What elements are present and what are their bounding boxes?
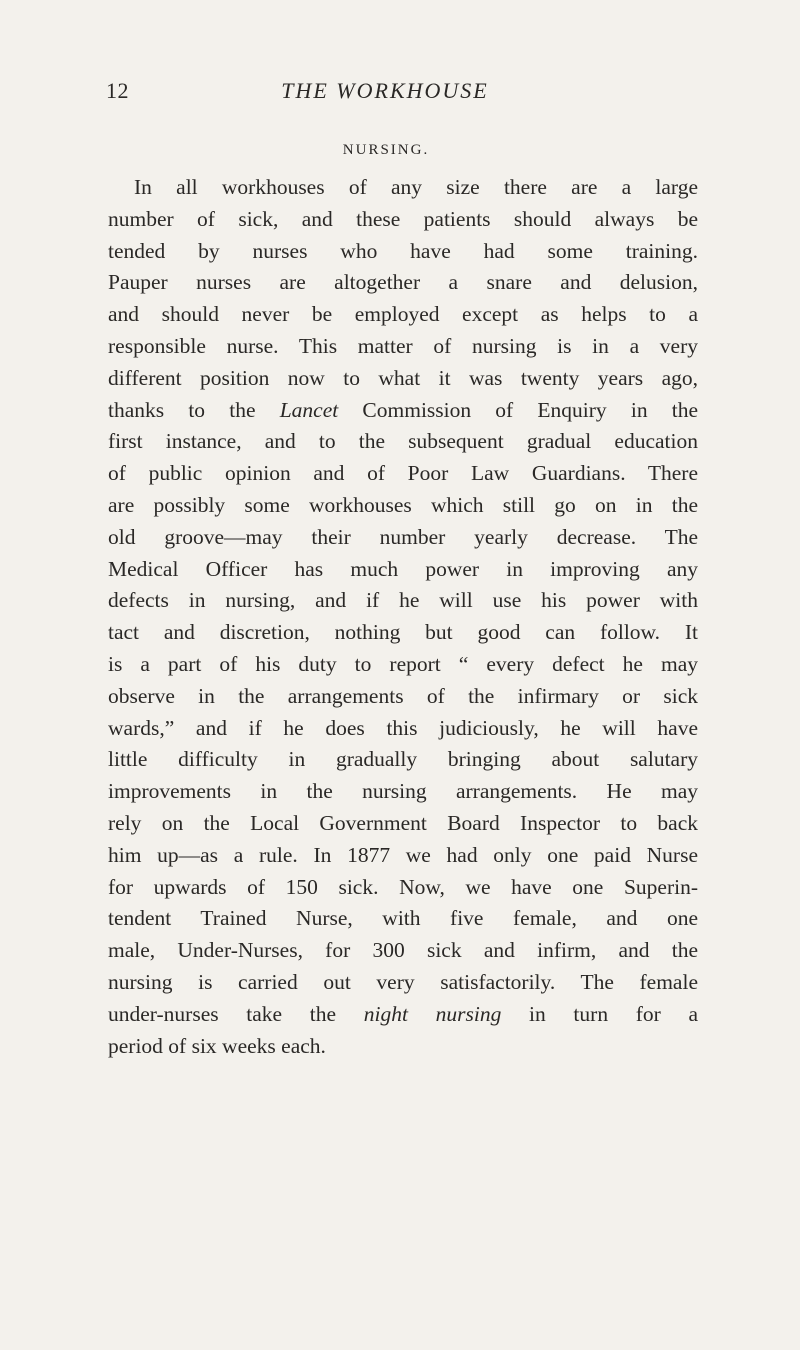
text-line: period of six weeks each.	[108, 1033, 326, 1058]
text-line: In all workhouses of any size there are a large	[134, 175, 698, 199]
section-heading: NURSING.	[342, 142, 430, 158]
page-number: 12	[106, 78, 129, 103]
text-line: number of sick, and these patients should always be	[108, 206, 698, 231]
text-line: and should never be employed except as helps to a	[108, 302, 698, 327]
text-line: nursing is carried out very satisfactorily. The female	[108, 969, 698, 994]
text-run: under-nurses take the	[108, 1001, 337, 1026]
text-line: old groove—may their number yearly decrease. The	[108, 524, 698, 549]
text-line: improvements in the nursing arrangements. He may	[108, 779, 698, 804]
text-line	[108, 395, 698, 427]
text-line: are possibly some workhouses which still go on in the	[108, 492, 698, 517]
text-line: responsible nurse. This matter of nursing is in a very	[108, 333, 698, 358]
text-line: wards,” and if he does this judiciously, he will have	[108, 715, 698, 740]
text-line: first instance, and to the subsequent gradual education	[108, 429, 698, 454]
text-line: him up—as a rule. In 1877 we had only one paid Nurse	[108, 842, 698, 867]
text-line: Medical Officer has much power in improving any	[108, 556, 698, 581]
text-line	[108, 999, 698, 1031]
text-line: little difficulty in gradually bringing about salutary	[108, 747, 698, 772]
text-line: defects in nursing, and if he will use his power with	[108, 588, 698, 613]
text-line: tact and discretion, nothing but good can follow. It	[108, 620, 698, 645]
running-title: THE WORKHOUSE	[281, 78, 489, 103]
text-line: male, Under-Nurses, for 300 sick and infirm, and the	[108, 938, 698, 963]
text-line: is a part of his duty to report “ every defect he may	[108, 651, 698, 676]
text-line: tended by nurses who have had some training.	[108, 238, 698, 263]
italic-night-nursing: night nursing	[363, 1001, 502, 1026]
text-line: tendent Trained Nurse, with five female, and one	[108, 906, 698, 931]
text-run: in turn for a	[529, 1001, 699, 1026]
italic-title-lancet: Lancet	[279, 397, 339, 422]
running-head	[0, 78, 800, 112]
text-line: for upwards of 150 sick. Now, we have one Superin-	[108, 874, 698, 899]
text-run: Commission of Enquiry in the	[362, 397, 699, 422]
text-run: thanks to the	[108, 397, 256, 422]
text-line: Pauper nurses are altogether a snare and delusion,	[108, 270, 698, 295]
text-line: of public opinion and of Poor Law Guardians. There	[108, 461, 698, 486]
text-line: rely on the Local Government Board Inspector to back	[108, 810, 698, 835]
text-line: observe in the arrangements of the infirmary or sick	[108, 683, 698, 708]
text-line: different position now to what it was twenty years ago,	[108, 365, 698, 390]
body-paragraph	[108, 172, 698, 1062]
